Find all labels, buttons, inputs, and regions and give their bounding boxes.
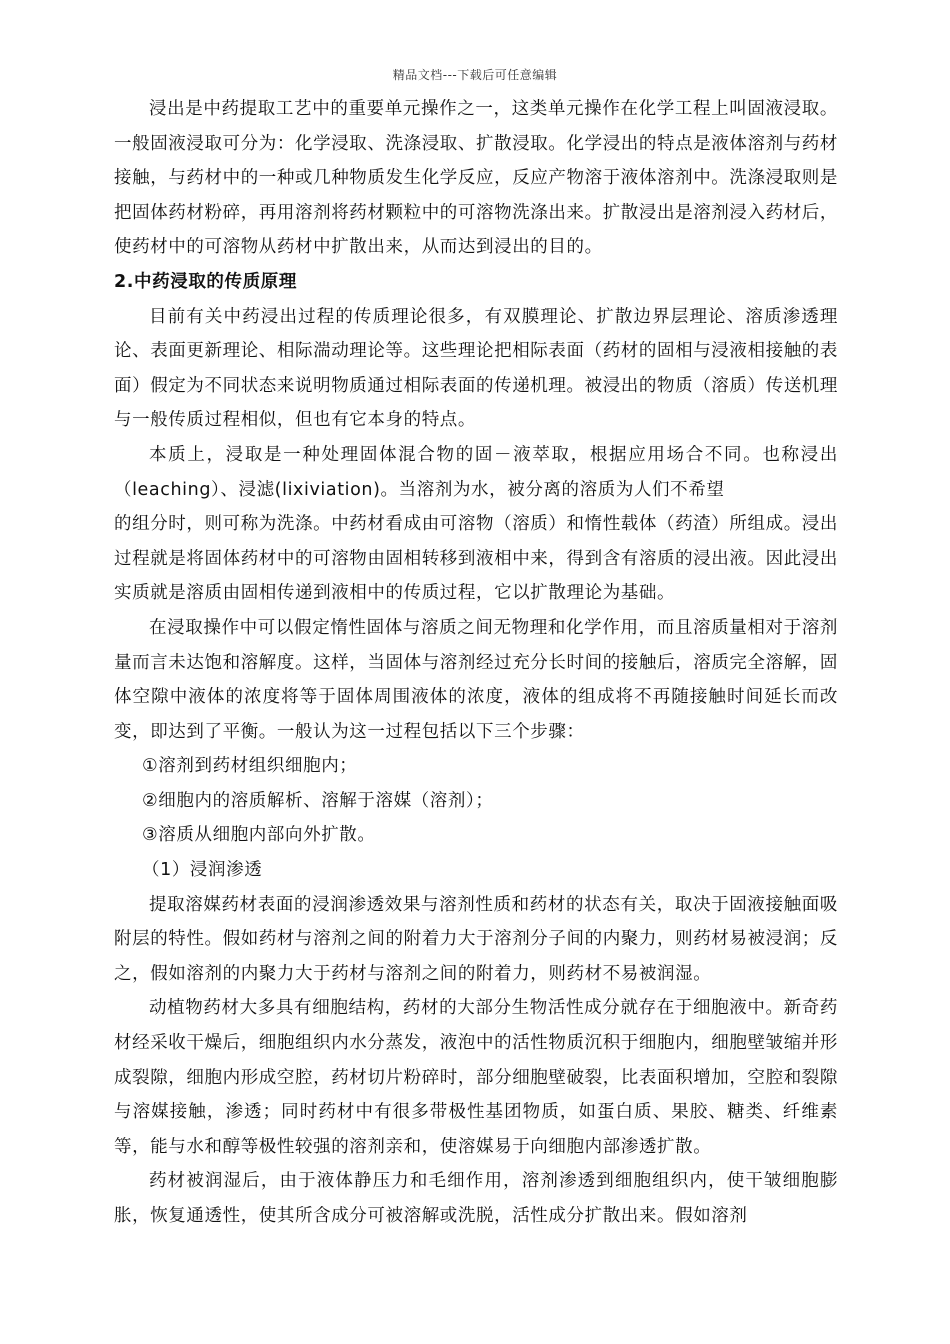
paragraph-leaching-essence-cont: 的组分时，则可称为洗涤。中药材看成由可溶物（溶质）和惰性载体（药渣）所组成。浸出过程就是将固体药材中的可溶物由固相转移到液相中来，得到含有溶质的浸出液。因此浸出实质就是溶质由固相传递到液相中的传质过程，它以扩散理论为基础。 xyxy=(114,514,838,604)
paragraph-swelling: 药材被润湿后，由于液体静压力和毛细作用，溶剂渗透到细胞组织内，使干皱细胞膨胀，恢复通透性，使其所含成分可被溶解或洗脱，活性成分扩散出来。假如溶剂 xyxy=(114,1171,838,1226)
step-item-2: ②细胞内的溶质解析、溶解于溶媒（溶剂）； xyxy=(142,790,494,811)
paragraph-equilibrium: 在浸取操作中可以假定惰性固体与溶质之间无物理和化学作用，而且溶质量相对于溶剂量而言未达饱和溶解度。这样，当固体与溶剂经过充分长时间的接触后，溶质完全溶解，固体空隙中液体的浓度将等于固体周围液体的浓度，液体的组成将不再随接触时间延长而改变，即达到了平衡。一般认为这一过程包括以下三个步骤： xyxy=(114,617,838,742)
page-header: 精品文档---下载后可任意编辑 xyxy=(392,68,558,82)
step-item-3: ③溶质从细胞内部向外扩散。 xyxy=(142,825,376,846)
paragraph-leaching-intro: 浸出是中药提取工艺中的重要单元操作之一，这类单元操作在化学工程上叫固液浸取。一般固液浸取可分为：化学浸取、洗涤浸取、扩散浸取。化学浸出的特点是液体溶剂与药材接触，与药材中的一种或几种物质发生化学反应，反应产物溶于液体溶剂中。洗涤浸取则是把固体药材粉碎，再用溶剂将药材颗粒中的可溶物洗涤出来。扩散浸出是溶剂浸入药材后，使药材中的可溶物从药材中扩散出来，从而达到浸出的目的。 xyxy=(114,99,838,258)
paragraph-mass-transfer-theories: 目前有关中药浸出过程的传质理论很多，有双膜理论、扩散边界层理论、溶质渗透理论、表面更新理论、相际湍动理论等。这些理论把相际表面（药材的固相与浸液相接触的表面）假定为不同状态来说明物质通过相际表面的传递机理。被浸出的物质（溶质）传送机理与一般传质过程相似，但也有它本身的特点。 xyxy=(114,306,838,431)
step-item-1: ①溶剂到药材组织细胞内； xyxy=(142,756,358,777)
document-body xyxy=(114,92,838,1234)
paragraph-wetting: 提取溶媒药材表面的浸润渗透效果与溶剂性质和药材的状态有关，取决于固液接触面吸附层的特性。假如药材与溶剂之间的附着力大于溶剂分子间的内聚力，则药材易被浸润；反之，假如溶剂的内聚力大于药材与溶剂之间的附着力，则药材不易被润湿。 xyxy=(114,894,838,984)
subheading-wetting-penetration: （1）浸润渗透 xyxy=(142,860,263,881)
paragraph-leaching-essence-line1: 本质上，浸取是一种处理固体混合物的固－液萃取，根据应用场合不同。也称浸出（leaching）、浸滤(lixiviation)。当溶剂为水，被分离的溶质为人们不希望 xyxy=(114,444,838,500)
paragraph-cell-structure: 动植物药材大多具有细胞结构，药材的大部分生物活性成分就存在于细胞液中。新奇药材经采收干燥后，细胞组织内水分蒸发，液泡中的活性物质沉积于细胞内，细胞壁皱缩并形成裂隙，细胞内形成空腔，药材切片粉碎时，部分细胞壁破裂，比表面积增加，空腔和裂隙与溶媒接触，渗透；同时药材中有很多带极性基团物质，如蛋白质、果胶、糖类、纤维素等，能与水和醇等极性较强的溶剂亲和，使溶媒易于向细胞内部渗透扩散。 xyxy=(114,998,838,1157)
section-heading-mass-transfer: 2.中药浸取的传质原理 xyxy=(114,271,297,292)
